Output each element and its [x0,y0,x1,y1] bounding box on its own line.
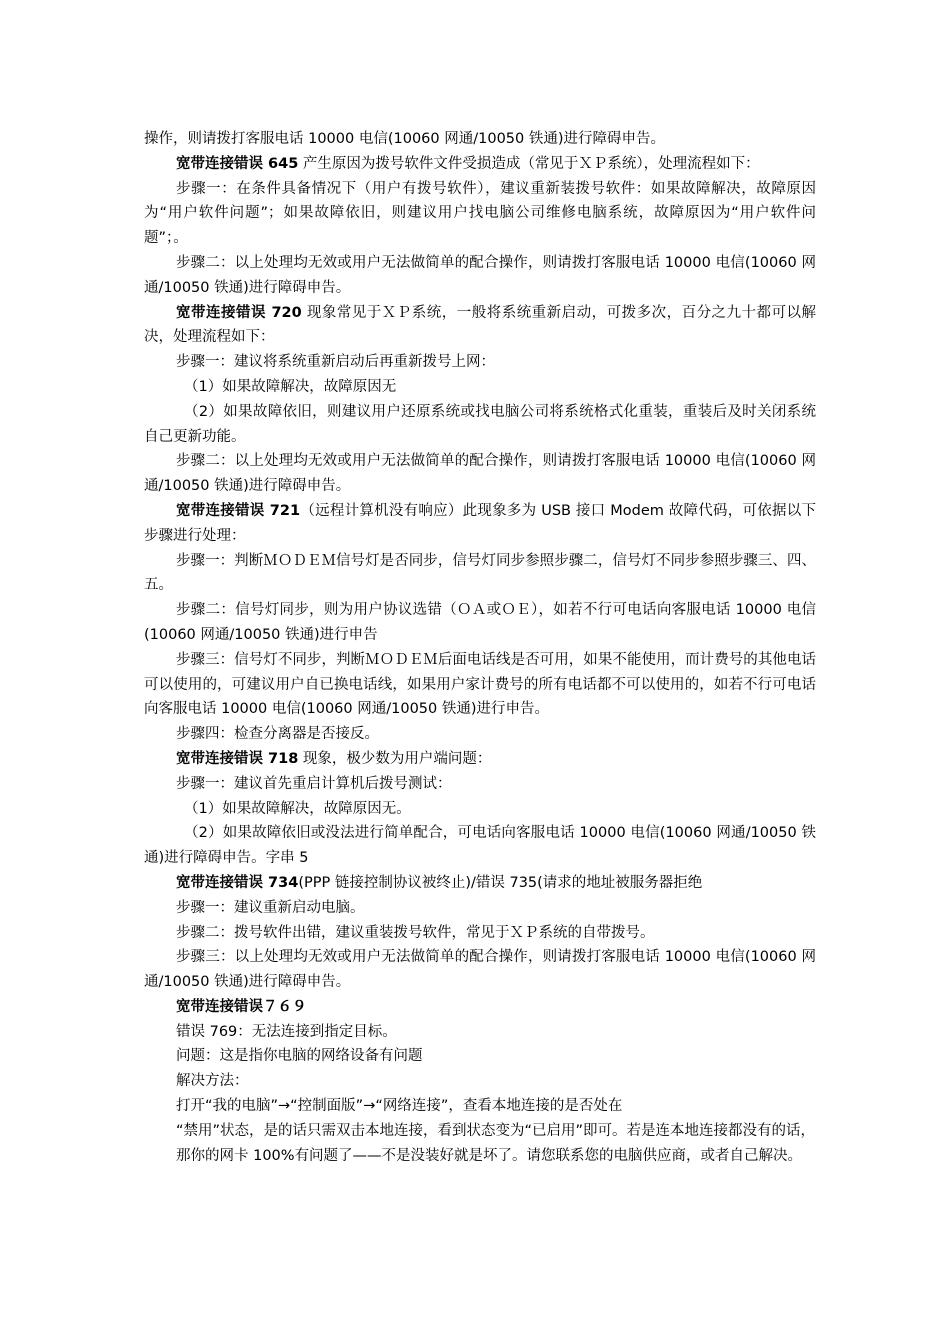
paragraph [144,251,816,301]
paragraph [144,152,816,177]
paragraph-text: 步骤二：拨号软件出错，建议重装拨号软件，常见于ＸＰ系统的自带拨号。 [176,924,655,941]
paragraph [144,549,816,599]
paragraph [144,1020,816,1045]
paragraph [144,1144,816,1169]
paragraph [144,995,816,1020]
paragraph [144,127,816,152]
paragraph-text: （2）如果故障依旧或没法进行简单配合，可电话向客服电话 10000 电信(10060 网通/10050 铁通)进行障碍申告。字串 5 [144,825,816,867]
paragraph [144,350,816,375]
section-heading: 宽带连接错误 720 [176,304,302,321]
section-heading: 宽带连接错误 734 [176,874,299,891]
paragraph-text: 步骤一：判断ＭＯＤＥＭ信号灯是否同步，信号灯同步参照步骤二，信号灯不同步参照步骤三、四、五。 [144,552,816,594]
paragraph-text: 问题：这是指你电脑的网络设备有问题 [176,1048,423,1065]
paragraph-text: 步骤二：以上处理均无效或用户无法做简单的配合操作，则请拨打客服电话 10000 电信(10060 网通/10050 铁通)进行障碍申告。 [144,453,816,495]
paragraph [144,747,816,772]
paragraph [144,945,816,995]
section-heading: 宽带连接错误 721 [176,502,301,519]
paragraph-text: 步骤一：建议重新启动电脑。 [176,899,365,916]
paragraph-text: 产生原因为拨号软件文件受损造成（常见于ＸＰ系统），处理流程如下： [298,155,760,172]
paragraph-text: “禁用”状态，是的话只需双击本地连接，看到状态变为“已启用”即可。若是连本地连接都没有的话， [176,1122,816,1139]
paragraph-text: 步骤二：信号灯同步，则为用户协议选错（ＯＡ或ＯＥ），如若不行可电话向客服电话 10000 电信(10060 网通/10050 铁通)进行申告 [144,602,816,643]
paragraph [144,722,816,747]
paragraph [144,821,816,871]
paragraph-text: (PPP 链接控制协议被终止)/错误 735(请求的地址被服务器拒绝 [298,874,703,891]
paragraph [144,648,816,722]
paragraph-text: 打开“我的电脑”→“控制面版”→“网络连接”，查看本地连接的是否处在 [176,1098,623,1115]
paragraph-text: （远程计算机没有响应）此现象多为 USB 接口 Modem 故障代码，可依据以下步骤进行处理： [144,502,816,544]
paragraph [144,1119,816,1144]
paragraph-text: （2）如果故障依旧，则建议用户还原系统或找电脑公司将系统格式化重装，重装后及时关闭系统自己更新功能。 [144,403,816,445]
paragraph-text: 步骤三：以上处理均无效或用户无法做简单的配合操作，则请拨打客服电话 10000 电信(10060 网通/10050 铁通)进行障碍申告。 [144,949,816,991]
paragraph-text: 步骤一：在条件具备情况下（用户有拨号软件），建议重新装拨号软件：如果故障解决，故障原因为“用户软件问题”；如果故障依旧，则建议用户找电脑公司维修电脑系统，故障原因为“用户软件问题”；。 [144,180,816,247]
document-page [144,127,816,1168]
paragraph-text: （1）如果故障解决，故障原因无。 [184,800,411,817]
paragraph-text: （1）如果故障解决，故障原因无 [184,378,397,395]
paragraph [144,177,816,251]
paragraph [144,400,816,450]
paragraph-text: 操作，则请拨打客服电话 10000 电信(10060 网通/10050 铁通)进行障碍申告。 [144,131,666,147]
paragraph-text: 步骤一：建议将系统重新启动后再重新拨号上网： [176,354,495,371]
paragraph [144,301,816,351]
paragraph [144,598,816,648]
paragraph [144,1094,816,1119]
paragraph [144,449,816,499]
paragraph [144,375,816,400]
paragraph-text: 步骤四：检查分离器是否接反。 [176,726,379,743]
paragraph-text: 那你的网卡 100%有问题了——不是没装好就是坏了。请您联系您的电脑供应商，或者自己解决。 [176,1147,803,1164]
paragraph [144,1044,816,1069]
paragraph [144,921,816,946]
paragraph-text: 步骤三：信号灯不同步，判断ＭＯＤＥＭ后面电话线是否可用，如果不能使用，而计费号的其他电话可以使用的，可建议用户自已换电话线，如果用户家计费号的所有电话都不可以使用的，如若不行可电话向客服电话 10000 电信(10060 网通/10050 铁通)进行申告。 [144,651,816,718]
paragraph-text: 步骤二：以上处理均无效或用户无法做简单的配合操作，则请拨打客服电话 10000 电信(10060 网通/10050 铁通)进行障碍申告。 [144,254,816,296]
section-heading: 宽带连接错误 645 [176,155,299,172]
paragraph [144,772,816,797]
paragraph [144,797,816,822]
paragraph [144,1069,816,1094]
paragraph-text: 现象，极少数为用户端问题： [298,750,492,767]
paragraph-text: 步骤一：建议首先重启计算机后拨号测试： [176,775,452,792]
section-heading: 宽带连接错误 718 [176,750,299,767]
paragraph-text: 现象常见于ＸＰ系统，一般将系统重新启动，可拨多次，百分之九十都可以解决，处理流程如下： [144,304,816,346]
paragraph-text: 错误 769：无法连接到指定目标。 [176,1023,397,1040]
section-heading: 宽带连接错误７６９ [176,998,307,1015]
paragraph [144,896,816,921]
paragraph-text: 解决方法： [176,1073,249,1090]
paragraph [144,499,816,549]
paragraph [144,871,816,896]
